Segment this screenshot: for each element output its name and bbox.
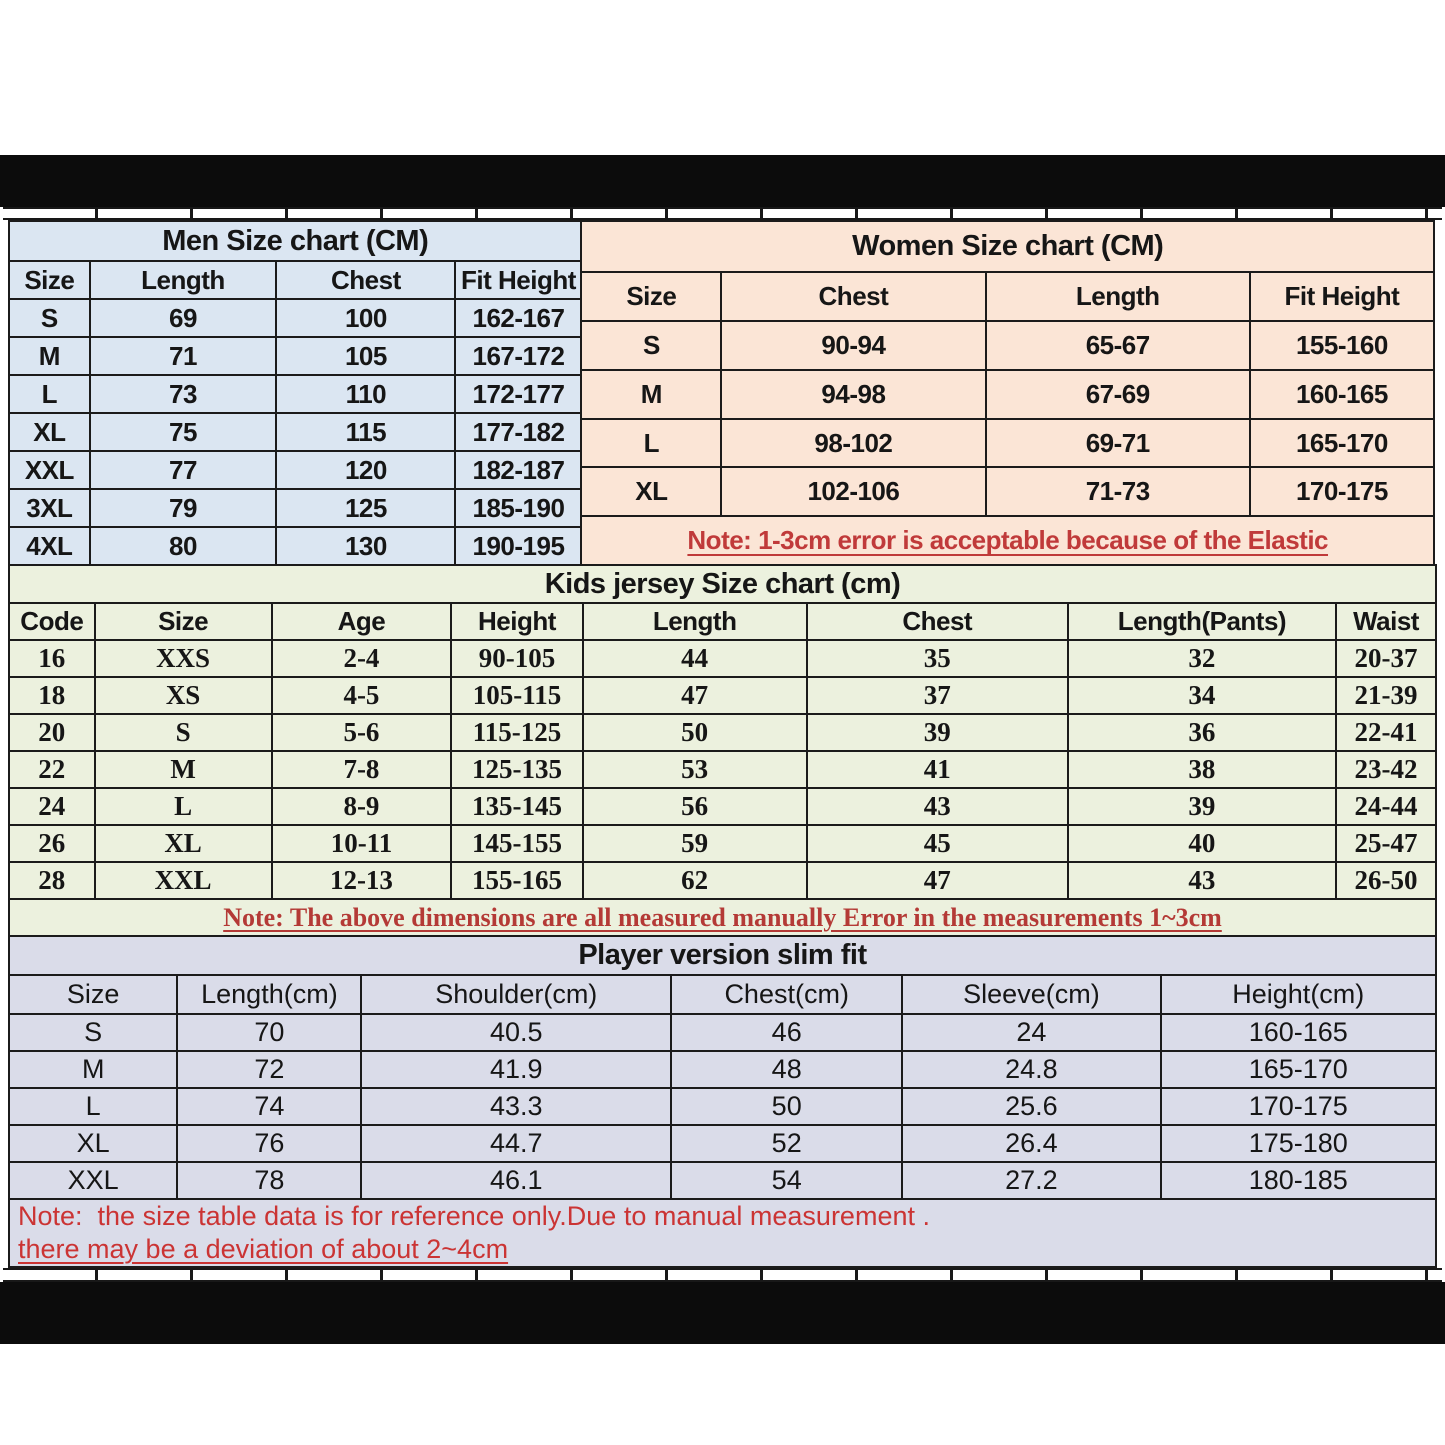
- table-row: [581, 370, 1434, 419]
- cell: 185-190: [455, 489, 581, 527]
- cell: M: [9, 1051, 177, 1088]
- top-black-band: [0, 155, 1445, 207]
- table-row: [9, 1125, 1436, 1162]
- cell: M: [581, 370, 721, 419]
- cell: 38: [1068, 751, 1336, 788]
- cell: 4XL: [9, 527, 90, 565]
- player-note-line-1: Note: the size table data is for reference only.Due to manual measurement .: [18, 1201, 930, 1231]
- cell: 77: [90, 451, 277, 489]
- cell: 27.2: [902, 1162, 1160, 1199]
- cell: 74: [177, 1088, 361, 1125]
- cell: S: [95, 714, 272, 751]
- cell: 120: [276, 451, 455, 489]
- cell: 180-185: [1161, 1162, 1436, 1199]
- table-row: [9, 677, 1436, 714]
- column-header: Fit Height: [1250, 272, 1434, 321]
- table-row: [581, 516, 1434, 565]
- cell: 39: [807, 714, 1068, 751]
- cell: L: [9, 1088, 177, 1125]
- cell: 10-11: [272, 825, 452, 862]
- table-row: [9, 751, 1436, 788]
- column-header: Length: [90, 261, 277, 299]
- cell: 59: [583, 825, 807, 862]
- cell: 48: [671, 1051, 902, 1088]
- column-header: Size: [9, 975, 177, 1014]
- cell: 190-195: [455, 527, 581, 565]
- cell: 44.7: [361, 1125, 671, 1162]
- cell: 94-98: [721, 370, 985, 419]
- cell: 24: [9, 788, 95, 825]
- cell: 40.5: [361, 1014, 671, 1051]
- column-header: Length(cm): [177, 975, 361, 1014]
- cell: 170-175: [1250, 467, 1434, 516]
- table-row: [9, 527, 581, 565]
- player-chart-title: Player version slim fit: [9, 936, 1436, 975]
- cell: 69-71: [986, 419, 1250, 468]
- cell: XS: [95, 677, 272, 714]
- cell: 39: [1068, 788, 1336, 825]
- cell: XL: [581, 467, 721, 516]
- cell: 18: [9, 677, 95, 714]
- cell: 44: [583, 640, 807, 677]
- cell: 165-170: [1161, 1051, 1436, 1088]
- women-note: Note: 1-3cm error is acceptable because of the Elastic: [581, 516, 1434, 565]
- table-row: [581, 321, 1434, 370]
- cell: 155-160: [1250, 321, 1434, 370]
- cell: L: [581, 419, 721, 468]
- cell: 125-135: [451, 751, 582, 788]
- cell: 90-94: [721, 321, 985, 370]
- cell: 160-165: [1161, 1014, 1436, 1051]
- cell: 75: [90, 413, 277, 451]
- table-row: [9, 936, 1436, 975]
- cell: 25-47: [1336, 825, 1436, 862]
- cell: 7-8: [272, 751, 452, 788]
- cell: 71-73: [986, 467, 1250, 516]
- column-header: Code: [9, 603, 95, 640]
- player-version-table: [8, 935, 1437, 1268]
- table-row: [581, 419, 1434, 468]
- top-margin: [0, 0, 1445, 155]
- kids-note: Note: The above dimensions are all measured manually Error in the measurements 1~3cm: [9, 899, 1436, 936]
- table-row: [9, 413, 581, 451]
- table-row: [9, 221, 581, 261]
- cell: 145-155: [451, 825, 582, 862]
- women-chart-title: Women Size chart (CM): [581, 221, 1434, 272]
- column-header: Height: [451, 603, 582, 640]
- cell: 47: [807, 862, 1068, 899]
- table-row: [9, 451, 581, 489]
- cell: 16: [9, 640, 95, 677]
- cell: L: [9, 375, 90, 413]
- women-size-table: [580, 220, 1435, 566]
- cell: 76: [177, 1125, 361, 1162]
- player-note-line-2: there may be a deviation of about 2~4cm: [18, 1234, 509, 1264]
- cell: 165-170: [1250, 419, 1434, 468]
- cell: 54: [671, 1162, 902, 1199]
- cell: 69: [90, 299, 277, 337]
- table-row: [9, 640, 1436, 677]
- cell: 47: [583, 677, 807, 714]
- cell: 24: [902, 1014, 1160, 1051]
- cell: 5-6: [272, 714, 452, 751]
- cell: 37: [807, 677, 1068, 714]
- cell: 100: [276, 299, 455, 337]
- column-header: Shoulder(cm): [361, 975, 671, 1014]
- column-header: Chest: [276, 261, 455, 299]
- cell: 62: [583, 862, 807, 899]
- cell: 162-167: [455, 299, 581, 337]
- cell: 130: [276, 527, 455, 565]
- cell: 45: [807, 825, 1068, 862]
- player-note: [9, 1199, 1436, 1267]
- cell: 41: [807, 751, 1068, 788]
- cell: M: [95, 751, 272, 788]
- cell: 3XL: [9, 489, 90, 527]
- cell: 40: [1068, 825, 1336, 862]
- cell: XXL: [95, 862, 272, 899]
- cell: 43: [1068, 862, 1336, 899]
- cell: 105: [276, 337, 455, 375]
- cell: S: [9, 299, 90, 337]
- cell: 135-145: [451, 788, 582, 825]
- cell: 71: [90, 337, 277, 375]
- table-row: [9, 603, 1436, 640]
- spreadsheet-row-stub-top: [3, 207, 1442, 220]
- column-header: Chest(cm): [671, 975, 902, 1014]
- column-header: Sleeve(cm): [902, 975, 1160, 1014]
- cell: 177-182: [455, 413, 581, 451]
- size-tables: [0, 220, 1445, 1268]
- table-row: [9, 788, 1436, 825]
- column-header: Fit Height: [455, 261, 581, 299]
- column-header: Length: [986, 272, 1250, 321]
- table-row: [9, 1199, 1436, 1267]
- cell: M: [9, 337, 90, 375]
- cell: 26.4: [902, 1125, 1160, 1162]
- cell: S: [581, 321, 721, 370]
- table-row: [9, 375, 581, 413]
- cell: 12-13: [272, 862, 452, 899]
- cell: 56: [583, 788, 807, 825]
- cell: 110: [276, 375, 455, 413]
- cell: 2-4: [272, 640, 452, 677]
- cell: L: [95, 788, 272, 825]
- cell: 170-175: [1161, 1088, 1436, 1125]
- cell: XL: [9, 1125, 177, 1162]
- cell: 115: [276, 413, 455, 451]
- cell: 8-9: [272, 788, 452, 825]
- table-row: [9, 299, 581, 337]
- cell: 20: [9, 714, 95, 751]
- cell: XL: [9, 413, 90, 451]
- table-row: [9, 1088, 1436, 1125]
- column-header: Size: [9, 261, 90, 299]
- cell: 22-41: [1336, 714, 1436, 751]
- cell: 22: [9, 751, 95, 788]
- table-row: [9, 975, 1436, 1014]
- cell: 115-125: [451, 714, 582, 751]
- cell: 32: [1068, 640, 1336, 677]
- column-header: Length: [583, 603, 807, 640]
- table-row: [9, 1162, 1436, 1199]
- cell: 52: [671, 1125, 902, 1162]
- cell: 28: [9, 862, 95, 899]
- cell: 25.6: [902, 1088, 1160, 1125]
- column-header: Length(Pants): [1068, 603, 1336, 640]
- cell: 4-5: [272, 677, 452, 714]
- column-header: Size: [581, 272, 721, 321]
- men-women-charts: [8, 220, 1437, 566]
- column-header: Size: [95, 603, 272, 640]
- table-row: [9, 1014, 1436, 1051]
- cell: 167-172: [455, 337, 581, 375]
- table-row: [9, 1051, 1436, 1088]
- table-row: [581, 467, 1434, 516]
- table-row: [9, 337, 581, 375]
- cell: 182-187: [455, 451, 581, 489]
- kids-size-table: [8, 564, 1437, 937]
- kids-chart-title: Kids jersey Size chart (cm): [9, 565, 1436, 603]
- cell: 43: [807, 788, 1068, 825]
- column-header: Height(cm): [1161, 975, 1436, 1014]
- cell: 35: [807, 640, 1068, 677]
- cell: 105-115: [451, 677, 582, 714]
- cell: 24.8: [902, 1051, 1160, 1088]
- table-row: [581, 221, 1434, 272]
- cell: 34: [1068, 677, 1336, 714]
- cell: 26: [9, 825, 95, 862]
- cell: XXL: [9, 1162, 177, 1199]
- cell: XXL: [9, 451, 90, 489]
- cell: 50: [583, 714, 807, 751]
- cell: 155-165: [451, 862, 582, 899]
- cell: 172-177: [455, 375, 581, 413]
- column-header: Chest: [721, 272, 985, 321]
- cell: 24-44: [1336, 788, 1436, 825]
- cell: 90-105: [451, 640, 582, 677]
- cell: 43.3: [361, 1088, 671, 1125]
- table-row: [9, 714, 1436, 751]
- cell: 46.1: [361, 1162, 671, 1199]
- cell: 160-165: [1250, 370, 1434, 419]
- cell: 46: [671, 1014, 902, 1051]
- cell: 70: [177, 1014, 361, 1051]
- column-header: Age: [272, 603, 452, 640]
- cell: 21-39: [1336, 677, 1436, 714]
- cell: 73: [90, 375, 277, 413]
- men-chart-title: Men Size chart (CM): [9, 221, 581, 261]
- cell: 98-102: [721, 419, 985, 468]
- spreadsheet-row-stub-bottom: [3, 1268, 1442, 1282]
- cell: 67-69: [986, 370, 1250, 419]
- cell: XL: [95, 825, 272, 862]
- cell: 175-180: [1161, 1125, 1436, 1162]
- cell: 26-50: [1336, 862, 1436, 899]
- cell: 20-37: [1336, 640, 1436, 677]
- cell: 36: [1068, 714, 1336, 751]
- cell: 41.9: [361, 1051, 671, 1088]
- table-row: [581, 272, 1434, 321]
- cell: 125: [276, 489, 455, 527]
- cell: 79: [90, 489, 277, 527]
- table-row: [9, 825, 1436, 862]
- table-row: [9, 565, 1436, 603]
- cell: XXS: [95, 640, 272, 677]
- cell: 50: [671, 1088, 902, 1125]
- table-row: [9, 261, 581, 299]
- cell: 102-106: [721, 467, 985, 516]
- table-row: [9, 862, 1436, 899]
- men-size-table: [8, 220, 582, 566]
- column-header: Chest: [807, 603, 1068, 640]
- bottom-black-band: [0, 1282, 1445, 1344]
- cell: 72: [177, 1051, 361, 1088]
- cell: 53: [583, 751, 807, 788]
- column-header: Waist: [1336, 603, 1436, 640]
- cell: 80: [90, 527, 277, 565]
- table-row: [9, 899, 1436, 936]
- table-row: [9, 489, 581, 527]
- cell: 78: [177, 1162, 361, 1199]
- cell: 23-42: [1336, 751, 1436, 788]
- cell: 65-67: [986, 321, 1250, 370]
- cell: S: [9, 1014, 177, 1051]
